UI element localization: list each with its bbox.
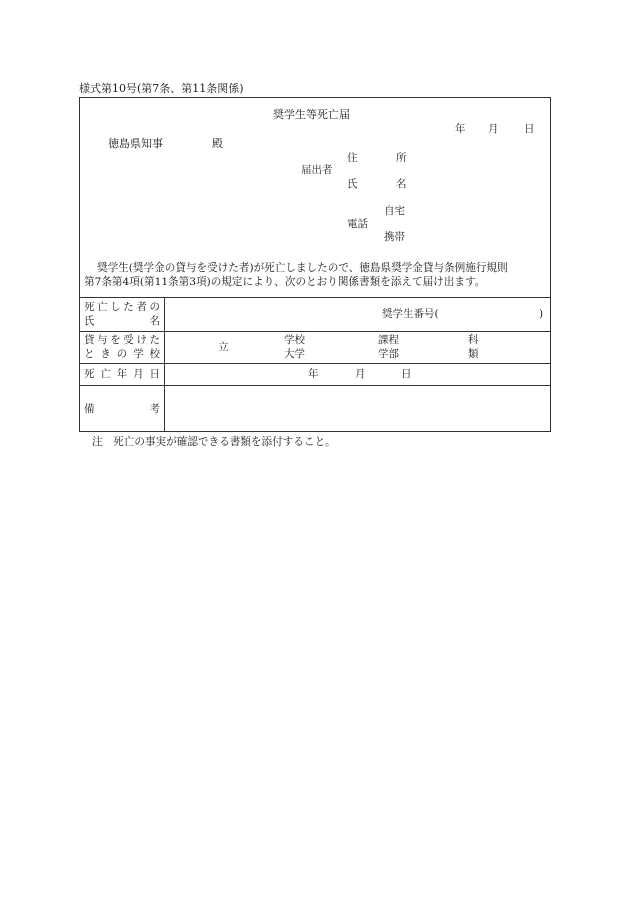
school-type-label: 学校 xyxy=(284,334,305,346)
addressee-name: 徳島県知事 xyxy=(108,137,163,150)
school-label-line-2: と き の 学 校 xyxy=(84,348,160,360)
faculty-label: 学部 xyxy=(378,348,399,360)
name-label-2: 名 xyxy=(396,178,407,190)
date-year-label: 年 xyxy=(455,123,466,135)
body-text-line-2: 第7条第4項(第11条第3項)の規定により、次のとおり関係書類を添えて届け出ます。 xyxy=(84,276,486,288)
phone-label: 電話 xyxy=(347,218,368,230)
mobile-phone-label: 携帯 xyxy=(384,231,405,243)
body-text-line-1: 奨学生(奨学金の貸与を受けた者)が死亡しましたので、徳島県奨学金貸与条例施行規則 xyxy=(97,262,508,274)
deceased-label-line-2: 氏 名 xyxy=(84,315,160,327)
footnote: 注 死亡の事実が確認できる書類を添付すること。 xyxy=(92,436,336,448)
death-month-label: 月 xyxy=(355,368,366,380)
addressee-honorific: 殿 xyxy=(212,137,223,150)
date-day-label: 日 xyxy=(524,123,535,135)
date-month-label: 月 xyxy=(488,123,499,135)
university-type-label: 大学 xyxy=(284,348,305,360)
divider-death-date-top xyxy=(79,363,551,364)
address-label-1: 住 xyxy=(347,152,358,164)
applicant-label: 届出者 xyxy=(301,164,333,176)
label-column-divider xyxy=(164,297,165,432)
course-label: 課程 xyxy=(378,334,399,346)
name-label-1: 氏 xyxy=(347,178,358,190)
deceased-label-line-1: 死 亡 し た 者 の xyxy=(84,301,160,313)
death-date-label: 死 亡 年 月 日 xyxy=(84,368,160,380)
divider-deceased-top xyxy=(79,297,551,298)
department-label: 科 xyxy=(468,334,479,346)
school-label-line-1: 貸 与 を 受 け た xyxy=(84,334,160,346)
divider-school-top xyxy=(79,331,551,332)
address-label-2: 所 xyxy=(396,152,407,164)
death-day-label: 日 xyxy=(401,368,412,380)
death-year-label: 年 xyxy=(308,368,319,380)
form-number: 様式第10号(第7条、第11条関係) xyxy=(79,82,244,95)
ritsu-label: 立 xyxy=(218,341,229,353)
student-number-close: ) xyxy=(539,308,544,320)
document-title: 奨学生等死亡届 xyxy=(273,108,350,121)
home-phone-label: 自宅 xyxy=(384,205,405,217)
student-number-label: 奨学生番号( xyxy=(382,308,439,320)
category-label: 類 xyxy=(468,348,479,360)
remarks-label: 備 考 xyxy=(84,403,160,415)
divider-remarks-top xyxy=(79,385,551,386)
